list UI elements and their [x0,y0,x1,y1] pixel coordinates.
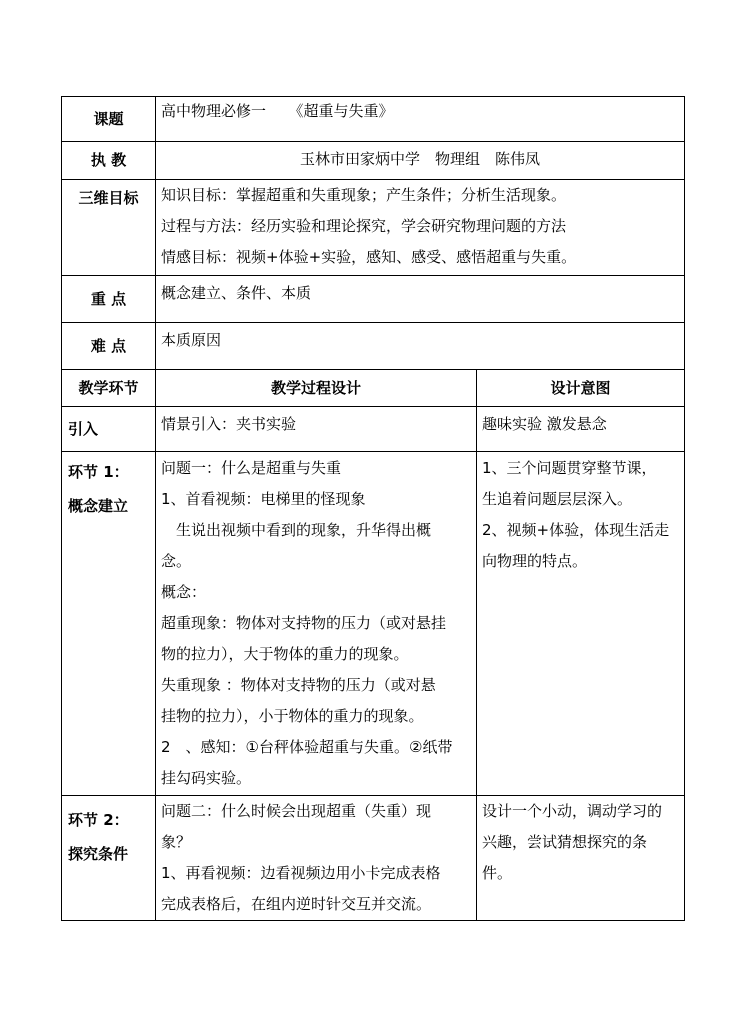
row-stage-intro [62,407,685,452]
goals-content [156,180,685,276]
stage-intro-label [62,407,156,452]
process-line: 念。 [161,552,192,570]
header-stage: 教学环节 [62,370,156,407]
stage-1-process [156,452,477,796]
row-header [62,370,685,407]
stage-intro-process [156,407,477,452]
intent-line: 趣味实验 激发悬念 [482,415,607,433]
stage-intro-intent [477,407,685,452]
header-intent: 设计意图 [477,370,685,407]
process-line: 问题二：什么时候会出现超重（失重）现 [161,802,432,820]
difficulty-label: 难 点 [62,323,156,370]
stage-label-line: 探究条件 [68,845,129,863]
stage-label-line: 概念建立 [68,497,129,515]
intent-line: 向物理的特点。 [482,552,588,570]
header-process: 教学过程设计 [156,370,477,407]
intent-line: 1、三个问题贯穿整节课， [482,459,657,477]
goal-process: 过程与方法：经历实验和理论探究，学会研究物理问题的方法 [161,217,567,235]
process-line: 物的拉力），大于物体的重力的现象。 [161,645,409,663]
key-point-value: 概念建立、条件、本质 [156,276,685,323]
process-line: 2 、感知：①台秤体验超重与失重。②纸带 [161,738,453,756]
row-stage-2 [62,796,685,921]
topic-value: 高中物理必修一 《超重与失重》 [156,97,685,142]
row-key-point [62,276,685,323]
stage-2-label [62,796,156,921]
process-line: 超重现象：物体对支持物的压力（或对悬挂 [161,614,447,632]
intent-line: 2、视频+体验，体现生活走 [482,521,670,539]
intent-line: 兴趣，尝试猜想探究的条 [482,833,648,851]
intent-line: 件。 [482,864,513,882]
process-line: 完成表格后，在组内逆时针交互并交流。 [161,895,432,913]
row-teacher [62,142,685,180]
row-topic [62,97,685,142]
goals-label: 三维目标 [62,180,156,276]
process-line: 1、首看视频：电梯里的怪现象 [161,490,366,508]
difficulty-value: 本质原因 [156,323,685,370]
process-line: 挂勾码实验。 [161,769,252,787]
stage-1-label [62,452,156,796]
stage-2-intent [477,796,685,921]
intent-line: 设计一个小动，调动学习的 [482,802,663,820]
row-goals [62,180,685,276]
process-line: 概念： [161,583,207,601]
stage-label-line: 引入 [68,420,99,438]
goal-emotion: 情感目标：视频+体验+实验，感知、感受、感悟超重与失重。 [161,248,577,266]
row-stage-1 [62,452,685,796]
stage-label-line: 环节 1： [68,463,129,481]
row-difficulty [62,323,685,370]
stage-1-intent [477,452,685,796]
process-line: 生说出视频中看到的现象，升华得出概 [161,521,432,539]
teacher-label: 执 教 [62,142,156,180]
key-point-label: 重 点 [62,276,156,323]
process-line: 情景引入：夹书实验 [161,415,297,433]
process-line: 失重现象 ：物体对支持物的压力（或对悬 [161,676,436,694]
intent-line: 生追着问题层层深入。 [482,490,633,508]
stage-2-process [156,796,477,921]
process-line: 问题一：什么是超重与失重 [161,459,342,477]
process-line: 挂物的拉力），小于物体的重力的现象。 [161,707,424,725]
goal-knowledge: 知识目标：掌握超重和失重现象；产生条件；分析生活现象。 [161,186,567,204]
topic-label: 课题 [62,97,156,142]
stage-label-line: 环节 2： [68,811,129,829]
teacher-value: 玉林市田家炳中学 物理组 陈伟凤 [156,142,685,180]
process-line: 象？ [161,833,192,851]
process-line: 1、再看视频：边看视频边用小卡完成表格 [161,864,441,882]
lesson-plan-table [61,96,685,921]
